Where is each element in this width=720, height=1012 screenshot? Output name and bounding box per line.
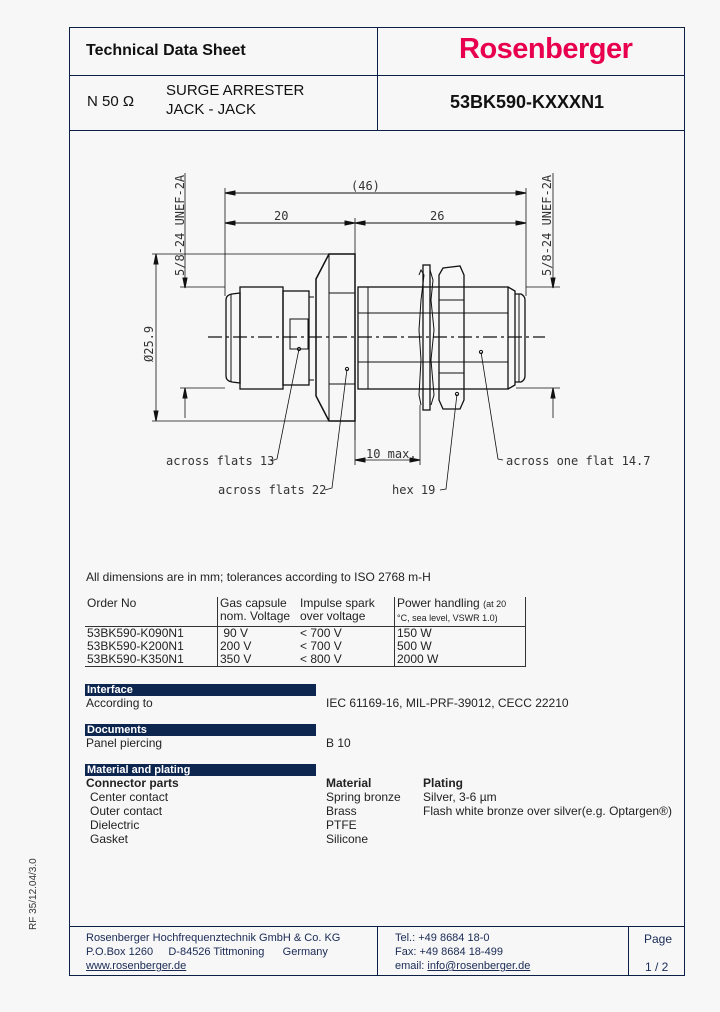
dim-right: 26 bbox=[430, 209, 445, 223]
table-row: 53BK590-K200N1 200 V < 700 V 500 W bbox=[85, 640, 526, 653]
technical-drawing bbox=[140, 160, 660, 510]
product-type: SURGE ARRESTER bbox=[166, 82, 305, 99]
col-material: Material bbox=[326, 776, 372, 790]
callout-flats-13: across flats 13 bbox=[166, 454, 275, 468]
callout-one-flat: across one flat 14.7 bbox=[506, 454, 651, 468]
material-center-contact: Spring bronze bbox=[326, 790, 401, 804]
plating-outer-contact: Flash white bronze over silver(e.g. Optargen®) bbox=[423, 804, 672, 818]
dim-total: (46) bbox=[351, 179, 380, 193]
section-materials: Material and plating bbox=[85, 764, 316, 776]
documents-label: Panel piercing bbox=[86, 736, 163, 750]
part-center-contact: Center contact bbox=[90, 790, 169, 804]
material-dielectric: PTFE bbox=[326, 818, 357, 832]
part-number: 53BK590-KXXXN1 bbox=[450, 92, 605, 112]
material-gasket: Silicone bbox=[326, 832, 369, 846]
col-plating: Plating bbox=[423, 776, 464, 790]
section-documents: Documents bbox=[85, 724, 316, 736]
col-impulse: Impulse spark over voltage bbox=[300, 596, 375, 623]
col-order-no: Order No bbox=[87, 596, 137, 610]
company-address: P.O.Box 1260 D-84526 Tittmoning Germany bbox=[86, 946, 328, 958]
plating-center-contact: Silver, 3-6 µm bbox=[423, 790, 497, 804]
documents-value: B 10 bbox=[326, 736, 351, 750]
material-outer-contact: Brass bbox=[326, 804, 357, 818]
company-name: Rosenberger Hochfrequenztechnik GmbH & Co. KG bbox=[86, 932, 341, 944]
table-row: 53BK590-K090N1 90 V < 700 V 150 W bbox=[85, 627, 526, 641]
order-table bbox=[85, 597, 526, 667]
interface-value: IEC 61169-16, MIL-PRF-39012, CECC 22210 bbox=[326, 696, 569, 710]
page-label: Page bbox=[644, 932, 673, 946]
section-interface: Interface bbox=[85, 684, 316, 696]
table-row: 53BK590-K350N1 350 V < 800 V 2000 W bbox=[85, 653, 526, 667]
email-link[interactable]: info@rosenberger.de bbox=[427, 960, 531, 972]
page-number: 1 / 2 bbox=[645, 960, 669, 974]
website-link[interactable]: www.rosenberger.de bbox=[86, 960, 187, 972]
brand-logo: Rosenberger bbox=[459, 33, 633, 65]
dim-diameter: Ø25.9 bbox=[142, 325, 156, 362]
callout-hex-19: hex 19 bbox=[392, 483, 436, 497]
col-connector-parts: Connector parts bbox=[86, 776, 179, 790]
dim-panel-max: 10 max. bbox=[366, 447, 417, 461]
interface-label: According to bbox=[86, 696, 153, 710]
part-outer-contact: Outer contact bbox=[90, 804, 163, 818]
col-power: Power handling (at 20 °C, sea level, VSWR 1.0) bbox=[395, 597, 526, 627]
callout-flats-22: across flats 22 bbox=[218, 483, 327, 497]
order-table-header bbox=[85, 597, 526, 627]
header-vdivider bbox=[377, 27, 378, 131]
part-dielectric: Dielectric bbox=[90, 818, 140, 832]
impedance: N 50 Ω bbox=[87, 93, 135, 110]
doc-title: Technical Data Sheet bbox=[86, 42, 246, 59]
part-gasket: Gasket bbox=[90, 832, 129, 846]
thread-right: 5/8-24 UNEF-2A bbox=[540, 174, 554, 276]
telephone: Tel.: +49 8684 18-0 bbox=[395, 932, 490, 944]
fax: Fax: +49 8684 18-499 bbox=[395, 946, 503, 958]
footer-divider-2 bbox=[628, 926, 629, 976]
thread-left: 5/8-24 UNEF-2A bbox=[173, 174, 187, 276]
col-gas-capsule: Gas capsule nom. Voltage bbox=[218, 597, 299, 627]
side-doc-code: RF 35/12.04/3.0 bbox=[28, 858, 39, 930]
dim-left: 20 bbox=[274, 209, 289, 223]
email-label: email: bbox=[395, 960, 428, 972]
email-row bbox=[395, 960, 530, 972]
dimensions-note: All dimensions are in mm; tolerances according to ISO 2768 m-H bbox=[86, 570, 431, 584]
product-gender: JACK - JACK bbox=[166, 101, 257, 118]
footer-divider-1 bbox=[377, 926, 378, 976]
